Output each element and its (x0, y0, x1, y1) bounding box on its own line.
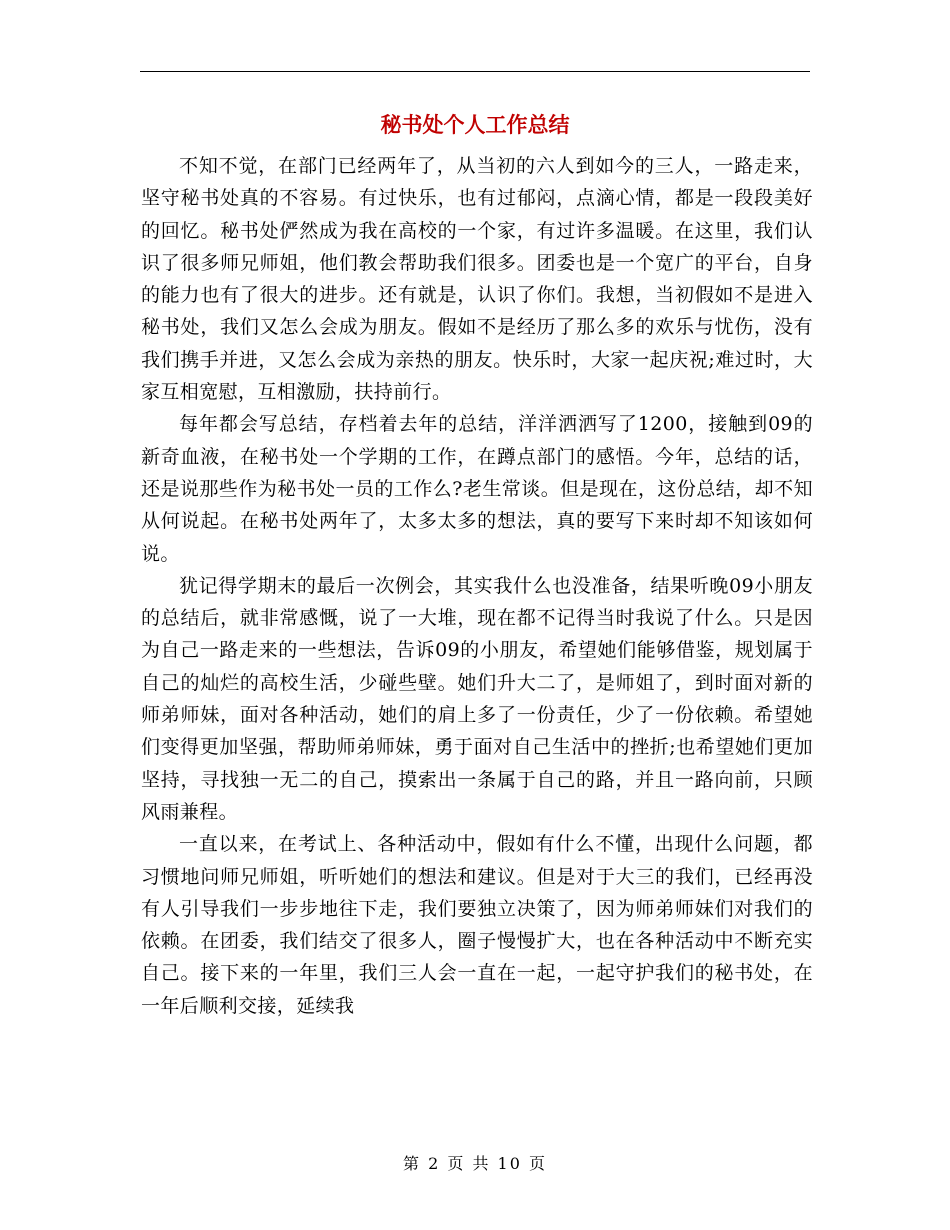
paragraph-4: 一直以来，在考试上、各种活动中，假如有什么不懂，出现什么问题，都习惯地问师兄师姐，听听她们的想法和建议。但是对于大三的我们，已经再没有人引导我们一步步地往下走，我们要独立决策了，因为师弟师妹们对我们的依赖。在团委，我们结交了很多人，圈子慢慢扩大，也在各种活动中不断充实自己。接下来的一年里，我们三人会一直在一起，一起守护我们的秘书处，在一年后顺利交接，延续我 (141, 833, 813, 1017)
paragraph-3: 犹记得学期末的最后一次例会，其实我什么也没准备，结果听晚09小朋友的总结后，就非常感慨，说了一大堆，现在都不记得当时我说了什么。只是因为自己一路走来的一些想法，告诉09的小朋友，希望她们能够借鉴，规划属于自己的灿烂的高校生活，少碰些壁。她们升大二了，是师姐了，到时面对新的师弟师妹，面对各种活动，她们的肩上多了一份责任，少了一份依赖。希望她们变得更加坚强，帮助师弟师妹，勇于面对自己生活中的挫折;也希望她们更加坚持，寻找独一无二的自己，摸索出一条属于自己的路，并且一路向前，只顾风雨兼程。 (141, 574, 813, 823)
paragraph-2: 每年都会写总结，存档着去年的总结，洋洋洒洒写了1200，接触到09的新奇血液，在秘书处一个学期的工作，在蹲点部门的感悟。今年，总结的话，还是说那些作为秘书处一员的工作么?老生常谈。但是现在，这份总结，却不知从何说起。在秘书处两年了，太多太多的想法，真的要写下来时却不知该如何说。 (141, 413, 813, 565)
header-rule (140, 71, 810, 72)
paragraph-1: 不知不觉，在部门已经两年了，从当初的六人到如今的三人，一路走来，坚守秘书处真的不容易。有过快乐，也有过郁闷，点滴心情，都是一段段美好的回忆。秘书处俨然成为我在高校的一个家，有过许多温暖。在这里，我们认识了很多师兄师姐，他们教会帮助我们很多。团委也是一个宽广的平台，自身的能力也有了很大的进步。还有就是，认识了你们。我想，当初假如不是进入秘书处，我们又怎么会成为朋友。假如不是经历了那么多的欢乐与忧伤，没有我们携手并进，又怎么会成为亲热的朋友。快乐时，大家一起庆祝;难过时，大家互相宽慰，互相激励，扶持前行。 (141, 155, 813, 404)
page-number-footer: 第 2 页 共 10 页 (403, 1154, 547, 1173)
document-title: 秘书处个人工作总结 (380, 112, 570, 137)
document-body (141, 150, 813, 1022)
